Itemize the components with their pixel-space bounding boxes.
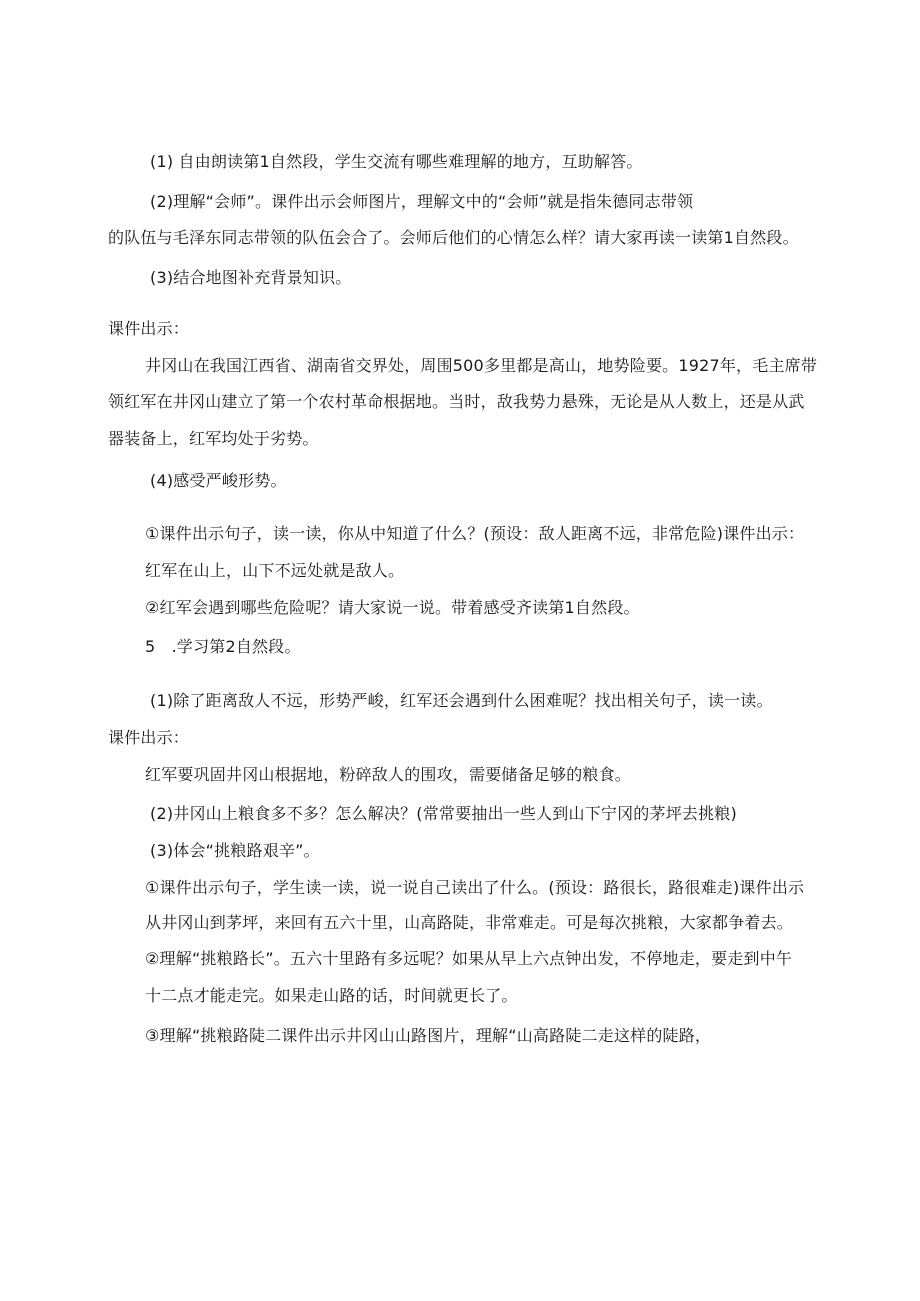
text-line-9: (4)感受严峻形势。	[150, 471, 287, 490]
text-line-6: 井冈山在我国江西省、湖南省交界处，周围500多里都是高山，地势险要。1927年，毛主席带	[145, 356, 818, 375]
text-line-16: 红军要巩固井冈山根据地，粉碎敌人的围攻，需要储备足够的粮食。	[145, 765, 632, 784]
text-line-7: 领红军在井冈山建立了第一个农村革命根据地。当时，敌我势力悬殊，无论是从人数上，还是从武	[108, 392, 805, 411]
text-line-1: (1) 自由朗读第1自然段，学生交流有哪些难理解的地方，互助解答。	[150, 152, 643, 171]
text-line-10: ①课件出示句子，读一读，你从中知道了什么？(预设：敌人距离不远，非常危险)课件出示：	[145, 524, 805, 543]
text-line-11: 红军在山上，山下不远处就是敌人。	[145, 561, 405, 580]
text-line-19: ①课件出示句子，学生读一读，说一说自己读出了什么。(预设：路很长，路很难走)课件出示	[145, 878, 805, 897]
text-line-22: 十二点才能走完。如果走山路的话，时间就更长了。	[145, 986, 518, 1005]
text-line-5: 课件出示：	[108, 319, 190, 338]
text-line-2: (2)理解“会师”。课件出示会师图片，理解文中的“会师”就是指朱德同志带领	[150, 192, 694, 211]
text-line-8: 器装备上，红军均处于劣势。	[108, 429, 319, 448]
text-line-20: 从井冈山到茅坪，来回有五六十里，山高路陡，非常难走。可是每次挑粮，大家都争着去。	[145, 913, 794, 932]
text-line-12: ②红军会遇到哪些危险呢？请大家说一说。带着感受齐读第1自然段。	[145, 598, 640, 617]
text-line-23: ③理解“挑粮路陡二课件出示井冈山山路图片，理解“山高路陡二走这样的陡路，	[145, 1026, 712, 1045]
text-line-14: (1)除了距离敌人不远，形势严峻，红军还会遇到什么困难呢？找出相关句子，读一读。	[150, 691, 773, 710]
text-line-3: 的队伍与毛泽东同志带领的队伍会合了。会师后他们的心情怎么样？请大家再读一读第1自然段。	[108, 228, 799, 247]
text-line-17: (2)井冈山上粮食多不多？怎么解决？(常常要抽出一些人到山下宁冈的茅坪去挑粮)	[150, 804, 737, 823]
text-line-18: (3)体会“挑粮路艰辛”。	[150, 841, 320, 860]
text-line-13: 5 .学习第2自然段。	[145, 637, 301, 656]
text-line-15: 课件出示：	[108, 728, 190, 747]
text-line-21: ②理解“挑粮路长”。五六十里路有多远呢？如果从早上六点钟出发，不停地走，要走到中午	[145, 949, 793, 968]
text-line-4: (3)结合地图补充背景知识。	[150, 268, 352, 287]
